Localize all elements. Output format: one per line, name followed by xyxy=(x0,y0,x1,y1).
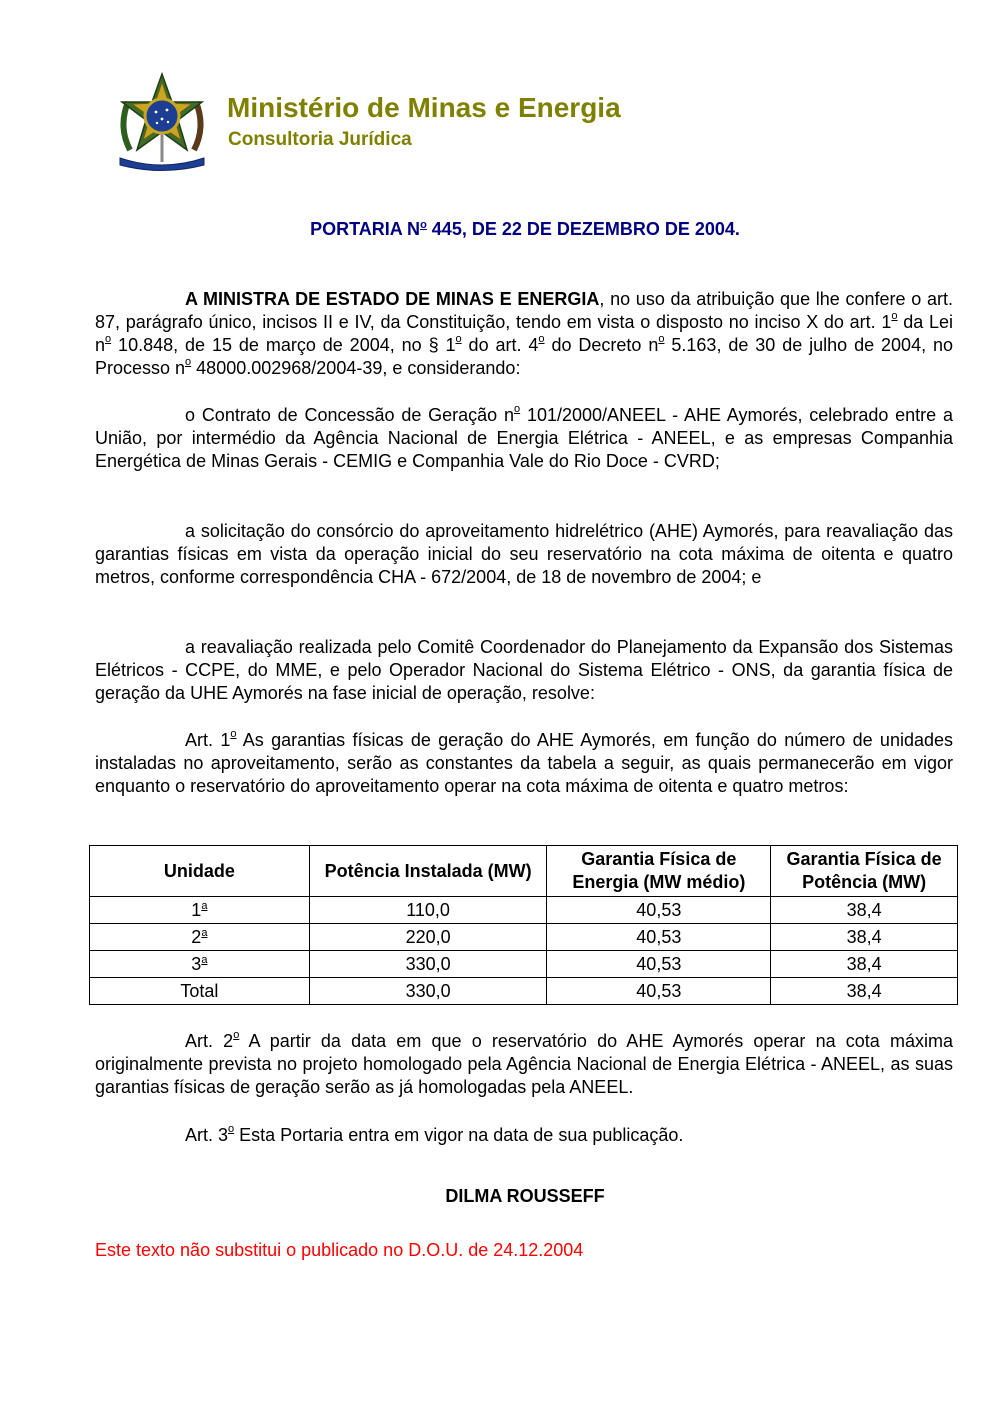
unit-cell xyxy=(90,978,310,1005)
article-text: A partir da data em que o reservatório do AHE Aymorés operar na cota máxima originalmente prevista no projeto homologado pela Agência Nacional de Energia Elétrica - ANEEL, as suas garantias físicas de geração serão as já homologadas pela ANEEL. xyxy=(95,1031,953,1097)
org-subtitle: Consultoria Jurídica xyxy=(228,129,412,150)
unit-cell xyxy=(90,951,310,978)
unit-number: 1 xyxy=(191,900,202,920)
ordinal-mark: o xyxy=(228,1123,235,1135)
article-text: Art. 3 xyxy=(185,1125,229,1145)
ordinal-mark: a xyxy=(201,900,208,912)
ordinal-mark: o xyxy=(455,333,462,345)
preamble-text: , no uso da atribuição que lhe confere o art. 87, parágrafo único, incisos II e IV, da Constituição, tendo em vista o disposto no inciso X do art. 1 xyxy=(95,289,954,332)
physical-guarantee-table xyxy=(89,845,958,1005)
ordinal-mark: o xyxy=(233,1029,240,1041)
article-text: As garantias físicas de geração do AHE Aymorés, em função do número de unidades instaladas no aproveitamento, serão as constantes da tabela a seguir, as quais permanecerão em vigor enquanto o reservatório do aproveitamento operar na cota máxima de oitenta e quatro metros: xyxy=(95,730,953,796)
unit-number: 2 xyxy=(191,927,202,947)
preamble-text: 48000.002968/2004-39, e considerando: xyxy=(191,358,521,378)
article-2 xyxy=(95,1030,953,1099)
signature-name: DILMA ROUSSEFF xyxy=(445,1186,605,1206)
title-suffix: 445, DE 22 DE DEZEMBRO DE 2004. xyxy=(426,219,740,239)
ordinal-mark: o xyxy=(538,333,545,345)
article-3 xyxy=(95,1124,953,1147)
preamble-text: da Lei n xyxy=(95,312,953,355)
column-header-installed-power: Potência Instalada (MW) xyxy=(309,846,547,897)
preamble-paragraph xyxy=(95,288,953,380)
preamble-text: 5.163, de 30 de julho de 2004, no Processo n xyxy=(95,335,954,378)
consideration-paragraph-1 xyxy=(95,404,953,473)
power-cell: 110,0 xyxy=(309,897,547,924)
capacity-cell: 38,4 xyxy=(771,978,958,1005)
capacity-cell: 38,4 xyxy=(771,897,958,924)
table-row xyxy=(90,951,958,978)
ordinal-mark: a xyxy=(201,954,208,966)
energy-cell: 40,53 xyxy=(547,951,771,978)
capacity-cell: 38,4 xyxy=(771,951,958,978)
disclaimer-note: Este texto não substitui o publicado no D.O.U. de 24.12.2004 xyxy=(95,1240,584,1260)
unit-cell xyxy=(90,897,310,924)
article-1 xyxy=(95,729,953,798)
title-ordinal: o xyxy=(420,219,427,231)
consideration-paragraph-2: a solicitação do consórcio do aproveitamento hidrelétrico (AHE) Aymorés, para reavaliação das garantias físicas em vista da operação inicial do seu reservatório na cota máxima de oitenta e quatro metros, conforme correspondência CHA - 672/2004, de 18 de novembro de 2004; e xyxy=(95,521,953,587)
unit-total-label: Total xyxy=(180,981,219,1001)
article-text: Art. 1 xyxy=(185,730,231,750)
power-cell: 220,0 xyxy=(309,924,547,951)
table-row xyxy=(90,897,958,924)
ordinal-mark: o xyxy=(105,333,112,345)
article-text: Art. 2 xyxy=(185,1031,234,1051)
page-header xyxy=(112,72,712,172)
article-text: Esta Portaria entra em vigor na data de sua publicação. xyxy=(234,1125,684,1145)
preamble-text: 10.848, de 15 de março de 2004, no § 1 xyxy=(111,335,456,355)
table-row-total xyxy=(90,978,958,1005)
energy-cell: 40,53 xyxy=(547,897,771,924)
capacity-cell: 38,4 xyxy=(771,924,958,951)
unit-number: 3 xyxy=(191,954,202,974)
ordinal-mark: a xyxy=(201,927,208,939)
unit-cell xyxy=(90,924,310,951)
brazil-coat-of-arms-icon xyxy=(112,72,212,172)
authority-name: A MINISTRA DE ESTADO DE MINAS E ENERGIA xyxy=(185,289,600,309)
consideration-text: 101/2000/ANEEL - AHE Aymorés, celebrado entre a União, por intermédio da Agência Nacional de Energia Elétrica - ANEEL, e as empresas Companhia Energética de Minas Gerais - CEMIG e Companhia Vale do Rio Doce - CVRD; xyxy=(95,405,954,471)
power-cell: 330,0 xyxy=(309,951,547,978)
consideration-text: o Contrato de Concessão de Geração n xyxy=(185,405,515,425)
preamble-text: do art. 4 xyxy=(461,335,539,355)
consideration-paragraph-3: a reavaliação realizada pelo Comitê Coordenador do Planejamento da Expansão dos Sistemas Elétricos - CCPE, do MME, e pelo Operador Nacional do Sistema Elétrico - ONS, da garantia física de geração da UHE Aymorés na fase inicial de operação, resolve: xyxy=(95,637,953,703)
ordinal-mark: o xyxy=(658,333,665,345)
ordinal-mark: o xyxy=(891,310,898,322)
power-cell: 330,0 xyxy=(309,978,547,1005)
column-header-energy-guarantee: Garantia Física de Energia (MW médio) xyxy=(547,846,771,897)
title-prefix: PORTARIA N xyxy=(310,219,421,239)
document-title xyxy=(0,219,1000,240)
energy-cell: 40,53 xyxy=(547,978,771,1005)
ordinal-mark: o xyxy=(185,356,192,368)
table-row xyxy=(90,924,958,951)
table-header-row xyxy=(90,846,958,897)
column-header-unit: Unidade xyxy=(90,846,310,897)
preamble-text: do Decreto n xyxy=(544,335,659,355)
org-title: Ministério de Minas e Energia xyxy=(227,92,621,123)
column-header-power-guarantee: Garantia Física de Potência (MW) xyxy=(771,846,958,897)
energy-cell: 40,53 xyxy=(547,924,771,951)
ordinal-mark: o xyxy=(230,728,237,740)
ordinal-mark: o xyxy=(514,403,521,415)
